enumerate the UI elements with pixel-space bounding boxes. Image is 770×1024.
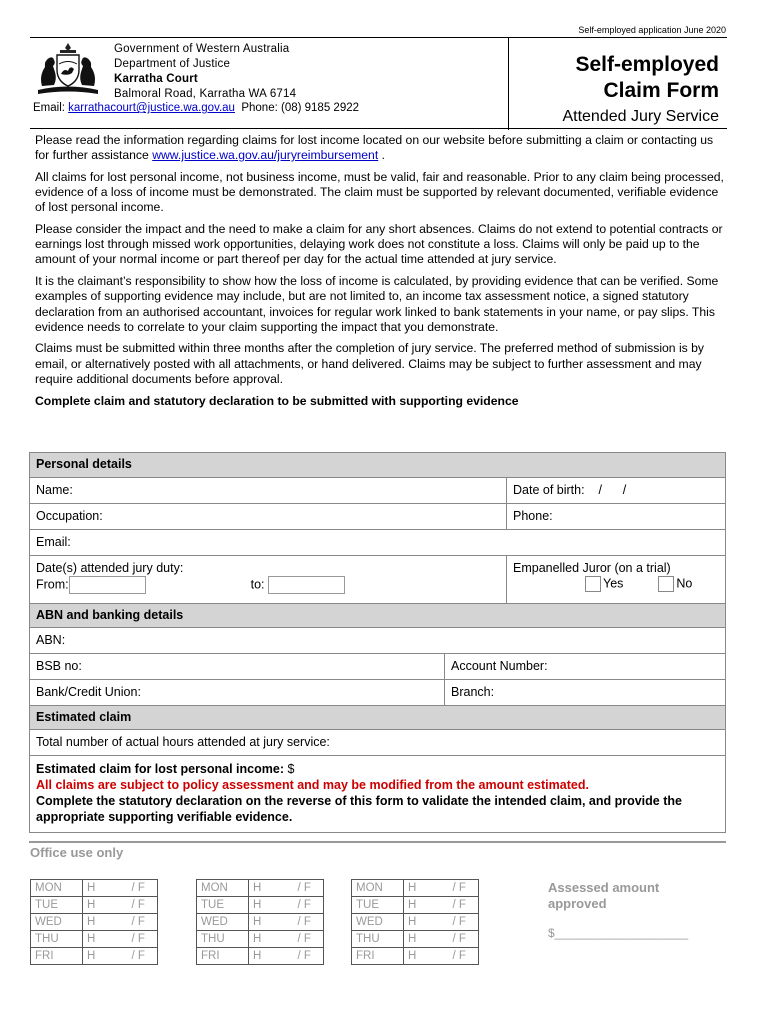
- office-divider: [29, 841, 726, 843]
- office-day-row: [197, 897, 324, 914]
- row-estimated-claim: [30, 755, 725, 832]
- office-hours-cell[interactable]: H: [249, 931, 294, 948]
- office-day-label: MON: [352, 880, 404, 897]
- empanelled-juror-label: Empanelled Juror (on a trial): [513, 561, 671, 575]
- assessed-line-2: approved: [548, 896, 607, 911]
- section-estimated-claim: Estimated claim: [30, 705, 725, 729]
- section-personal-details: Personal details: [30, 453, 725, 477]
- abn-label: ABN:: [36, 633, 66, 647]
- to-label: to:: [250, 577, 265, 592]
- form-title: [509, 52, 719, 104]
- court-address: Balmoral Road, Karratha WA 6714: [114, 88, 297, 100]
- department-details: [114, 42, 296, 102]
- office-table-1: [30, 879, 158, 965]
- office-hours-cell[interactable]: H: [249, 914, 294, 931]
- office-day-label: MON: [31, 880, 83, 897]
- org-line-department: Department of Justice: [114, 58, 231, 70]
- office-day-label: WED: [197, 914, 249, 931]
- office-day-label: WED: [352, 914, 404, 931]
- form-header: [30, 37, 727, 129]
- office-day-row: [352, 897, 479, 914]
- office-f-cell[interactable]: / F: [294, 914, 324, 931]
- assessed-line-1: Assessed amount: [548, 880, 660, 895]
- office-table-2: [196, 879, 324, 965]
- office-hours-cell[interactable]: H: [83, 880, 128, 897]
- office-table-3: [351, 879, 479, 965]
- office-f-cell[interactable]: / F: [128, 931, 158, 948]
- office-day-label: MON: [197, 880, 249, 897]
- phone-field[interactable]: [506, 504, 725, 529]
- bsb-label: BSB no:: [36, 659, 82, 673]
- office-day-label: THU: [31, 931, 83, 948]
- office-day-label: TUE: [197, 897, 249, 914]
- form-version-note: Self-employed application June 2020: [578, 25, 726, 35]
- juror-yes-checkbox[interactable]: [585, 576, 601, 592]
- office-hours-cell[interactable]: H: [83, 931, 128, 948]
- office-f-cell[interactable]: / F: [294, 897, 324, 914]
- dob-field[interactable]: [506, 478, 725, 503]
- office-hours-cell[interactable]: H: [404, 914, 449, 931]
- dob-separators: / /: [598, 483, 627, 497]
- row-bank-branch: [30, 679, 725, 705]
- office-f-cell[interactable]: / F: [449, 897, 479, 914]
- wa-coat-of-arms-icon: [30, 40, 106, 96]
- row-dates-juror: [30, 555, 725, 603]
- intro-paragraph-1: [35, 133, 725, 163]
- office-day-row: [197, 948, 324, 965]
- org-line-government: Government of Western Australia: [114, 43, 290, 55]
- office-f-cell[interactable]: / F: [128, 948, 158, 965]
- office-day-row: [197, 880, 324, 897]
- office-hours-cell[interactable]: H: [404, 948, 449, 965]
- dates-attended: [30, 556, 506, 603]
- office-hours-cell[interactable]: H: [249, 948, 294, 965]
- office-hours-cell[interactable]: H: [83, 897, 128, 914]
- section-abn-banking: ABN and banking details: [30, 603, 725, 627]
- juror-no-checkbox[interactable]: [658, 576, 674, 592]
- estimated-claim-amount[interactable]: [36, 761, 719, 777]
- office-day-label: WED: [31, 914, 83, 931]
- office-day-row: [31, 880, 158, 897]
- estimated-claim-block: [30, 756, 725, 832]
- form-title-box: [508, 38, 727, 130]
- jury-reimbursement-link[interactable]: www.justice.wa.gov.au/juryreimbursement: [152, 148, 379, 163]
- office-f-cell[interactable]: / F: [449, 880, 479, 897]
- estimated-claim-label: Estimated claim for lost personal income:: [36, 762, 284, 776]
- office-day-row: [31, 931, 158, 948]
- email-field[interactable]: [30, 530, 725, 555]
- row-name-dob: [30, 477, 725, 503]
- office-f-cell[interactable]: / F: [294, 880, 324, 897]
- office-day-label: FRI: [197, 948, 249, 965]
- office-f-cell[interactable]: / F: [128, 880, 158, 897]
- office-hours-cell[interactable]: H: [404, 931, 449, 948]
- empanelled-juror: [506, 556, 725, 603]
- submission-instruction: Complete claim and statutory declaration to be submitted with supporting evidence: [35, 393, 519, 408]
- office-day-label: TUE: [352, 897, 404, 914]
- office-hours-cell[interactable]: H: [404, 897, 449, 914]
- office-hours-cell[interactable]: H: [249, 897, 294, 914]
- contact-line: [33, 102, 359, 114]
- email-link[interactable]: karrathacourt@justice.wa.gov.au: [68, 102, 235, 114]
- abn-field[interactable]: [30, 628, 725, 653]
- intro-paragraph-3: Please consider the impact and the need to make a claim for any short absences. Claims do not extend to potential contracts or earnings lost through missed work opportunities, delaying work does not constitute a loss. Claims will only be paid up to the amount of your normal income or part thereof per day for the actual time attended at jury service.: [35, 222, 723, 267]
- office-day-row: [197, 931, 324, 948]
- office-use-title: Office use only: [30, 845, 124, 860]
- bank-label: Bank/Credit Union:: [36, 685, 141, 699]
- office-day-row: [352, 948, 479, 965]
- account-number-label: Account Number:: [451, 659, 548, 673]
- office-day-row: [31, 914, 158, 931]
- office-f-cell[interactable]: / F: [294, 931, 324, 948]
- office-day-row: [31, 948, 158, 965]
- hours-attended-field[interactable]: [30, 730, 725, 755]
- office-f-cell[interactable]: / F: [449, 931, 479, 948]
- juror-no-label: No: [676, 576, 693, 591]
- juror-yes-label: Yes: [603, 576, 624, 591]
- office-day-row: [31, 897, 158, 914]
- form-subtitle: Attended Jury Service: [562, 108, 719, 125]
- to-date-input[interactable]: [268, 576, 345, 594]
- phone-field-label: Phone:: [513, 509, 553, 523]
- hours-attended-label: Total number of actual hours attended at jury service:: [36, 735, 330, 749]
- bank-field[interactable]: [30, 680, 444, 705]
- row-email: [30, 529, 725, 555]
- office-day-row: [352, 931, 479, 948]
- account-number-field[interactable]: [444, 654, 725, 679]
- office-hours-cell[interactable]: H: [83, 914, 128, 931]
- dates-attended-label: Date(s) attended jury duty:: [36, 561, 184, 575]
- bsb-field[interactable]: [30, 654, 444, 679]
- office-day-row: [352, 914, 479, 931]
- office-day-row: [197, 914, 324, 931]
- intro-paragraph-2: All claims for lost personal income, not business income, must be valid, fair and reasonable. Prior to any claim being processed, evidence of a loss of income must be demonstrated. The claim must be supported by relevant documented, verifiable evidence of lost personal income.: [35, 169, 724, 215]
- form-title-line-1: Self-employed: [575, 53, 719, 76]
- office-hours-cell[interactable]: H: [404, 880, 449, 897]
- email-label: Email:: [33, 102, 65, 114]
- office-f-cell[interactable]: / F: [128, 897, 158, 914]
- policy-warning: All claims are subject to policy assessment and may be modified from the amount estimated.: [36, 778, 589, 792]
- claim-currency: $: [287, 762, 295, 776]
- court-name: Karratha Court: [114, 73, 198, 85]
- office-day-row: [352, 880, 479, 897]
- assessed-amount-field[interactable]: $____________________: [548, 926, 689, 940]
- email-field-label: Email:: [36, 535, 71, 549]
- from-date-input[interactable]: [69, 576, 146, 594]
- row-hours: [30, 729, 725, 755]
- office-f-cell[interactable]: / F: [449, 948, 479, 965]
- claim-form: [29, 452, 726, 833]
- row-abn: [30, 627, 725, 653]
- intro-p1-end: .: [381, 148, 385, 163]
- office-day-label: FRI: [31, 948, 83, 965]
- intro-paragraph-5: Claims must be submitted within three months after the completion of jury service. The preferred method of submission is by email, or alternatively posted with all attachments, or hand delivered. Claims may be subject to further assessment and may require additional documents before approval.: [35, 341, 705, 386]
- name-label: Name:: [36, 483, 73, 497]
- assessed-amount-label: [548, 880, 659, 912]
- occupation-label: Occupation:: [36, 509, 103, 523]
- office-day-label: TUE: [31, 897, 83, 914]
- office-f-cell[interactable]: / F: [294, 948, 324, 965]
- row-bsb-account: [30, 653, 725, 679]
- office-f-cell[interactable]: / F: [128, 914, 158, 931]
- branch-field[interactable]: [444, 680, 725, 705]
- intro-p1-text: Please read the information regarding claims for lost income located on our website before submitting a claim or contacting us for further assistance: [35, 133, 714, 163]
- office-f-cell[interactable]: / F: [449, 914, 479, 931]
- office-hours-cell[interactable]: H: [249, 880, 294, 897]
- office-day-label: THU: [197, 931, 249, 948]
- intro-paragraph-4: It is the claimant’s responsibility to show how the loss of income is calculated, by providing evidence that can be verified. Some examples of supporting evidence may include, but are not limited to, an income tax assessment notice, a signed statutory declaration from an authorised accountant, invoices for regular work linked to bank statements in your name, or pay slips. This evidence needs to correlate to your claim supporting the impact that you demonstrate.: [35, 274, 719, 334]
- phone-label: Phone:: [241, 102, 278, 114]
- name-field[interactable]: [30, 478, 506, 503]
- from-label: From:: [36, 577, 69, 592]
- dob-label: Date of birth:: [513, 483, 585, 497]
- phone-number: (08) 9185 2922: [281, 102, 360, 114]
- form-title-line-2: Claim Form: [603, 79, 719, 102]
- branch-label: Branch:: [451, 685, 495, 699]
- occupation-field[interactable]: [30, 504, 506, 529]
- intro-text: [35, 133, 725, 415]
- office-hours-cell[interactable]: H: [83, 948, 128, 965]
- statutory-declaration-note: Complete the statutory declaration on the reverse of this form to validate the intended claim, and provide the appropriate supporting verifiable evidence.: [36, 794, 682, 824]
- office-day-label: FRI: [352, 948, 404, 965]
- office-day-label: THU: [352, 931, 404, 948]
- row-occupation-phone: [30, 503, 725, 529]
